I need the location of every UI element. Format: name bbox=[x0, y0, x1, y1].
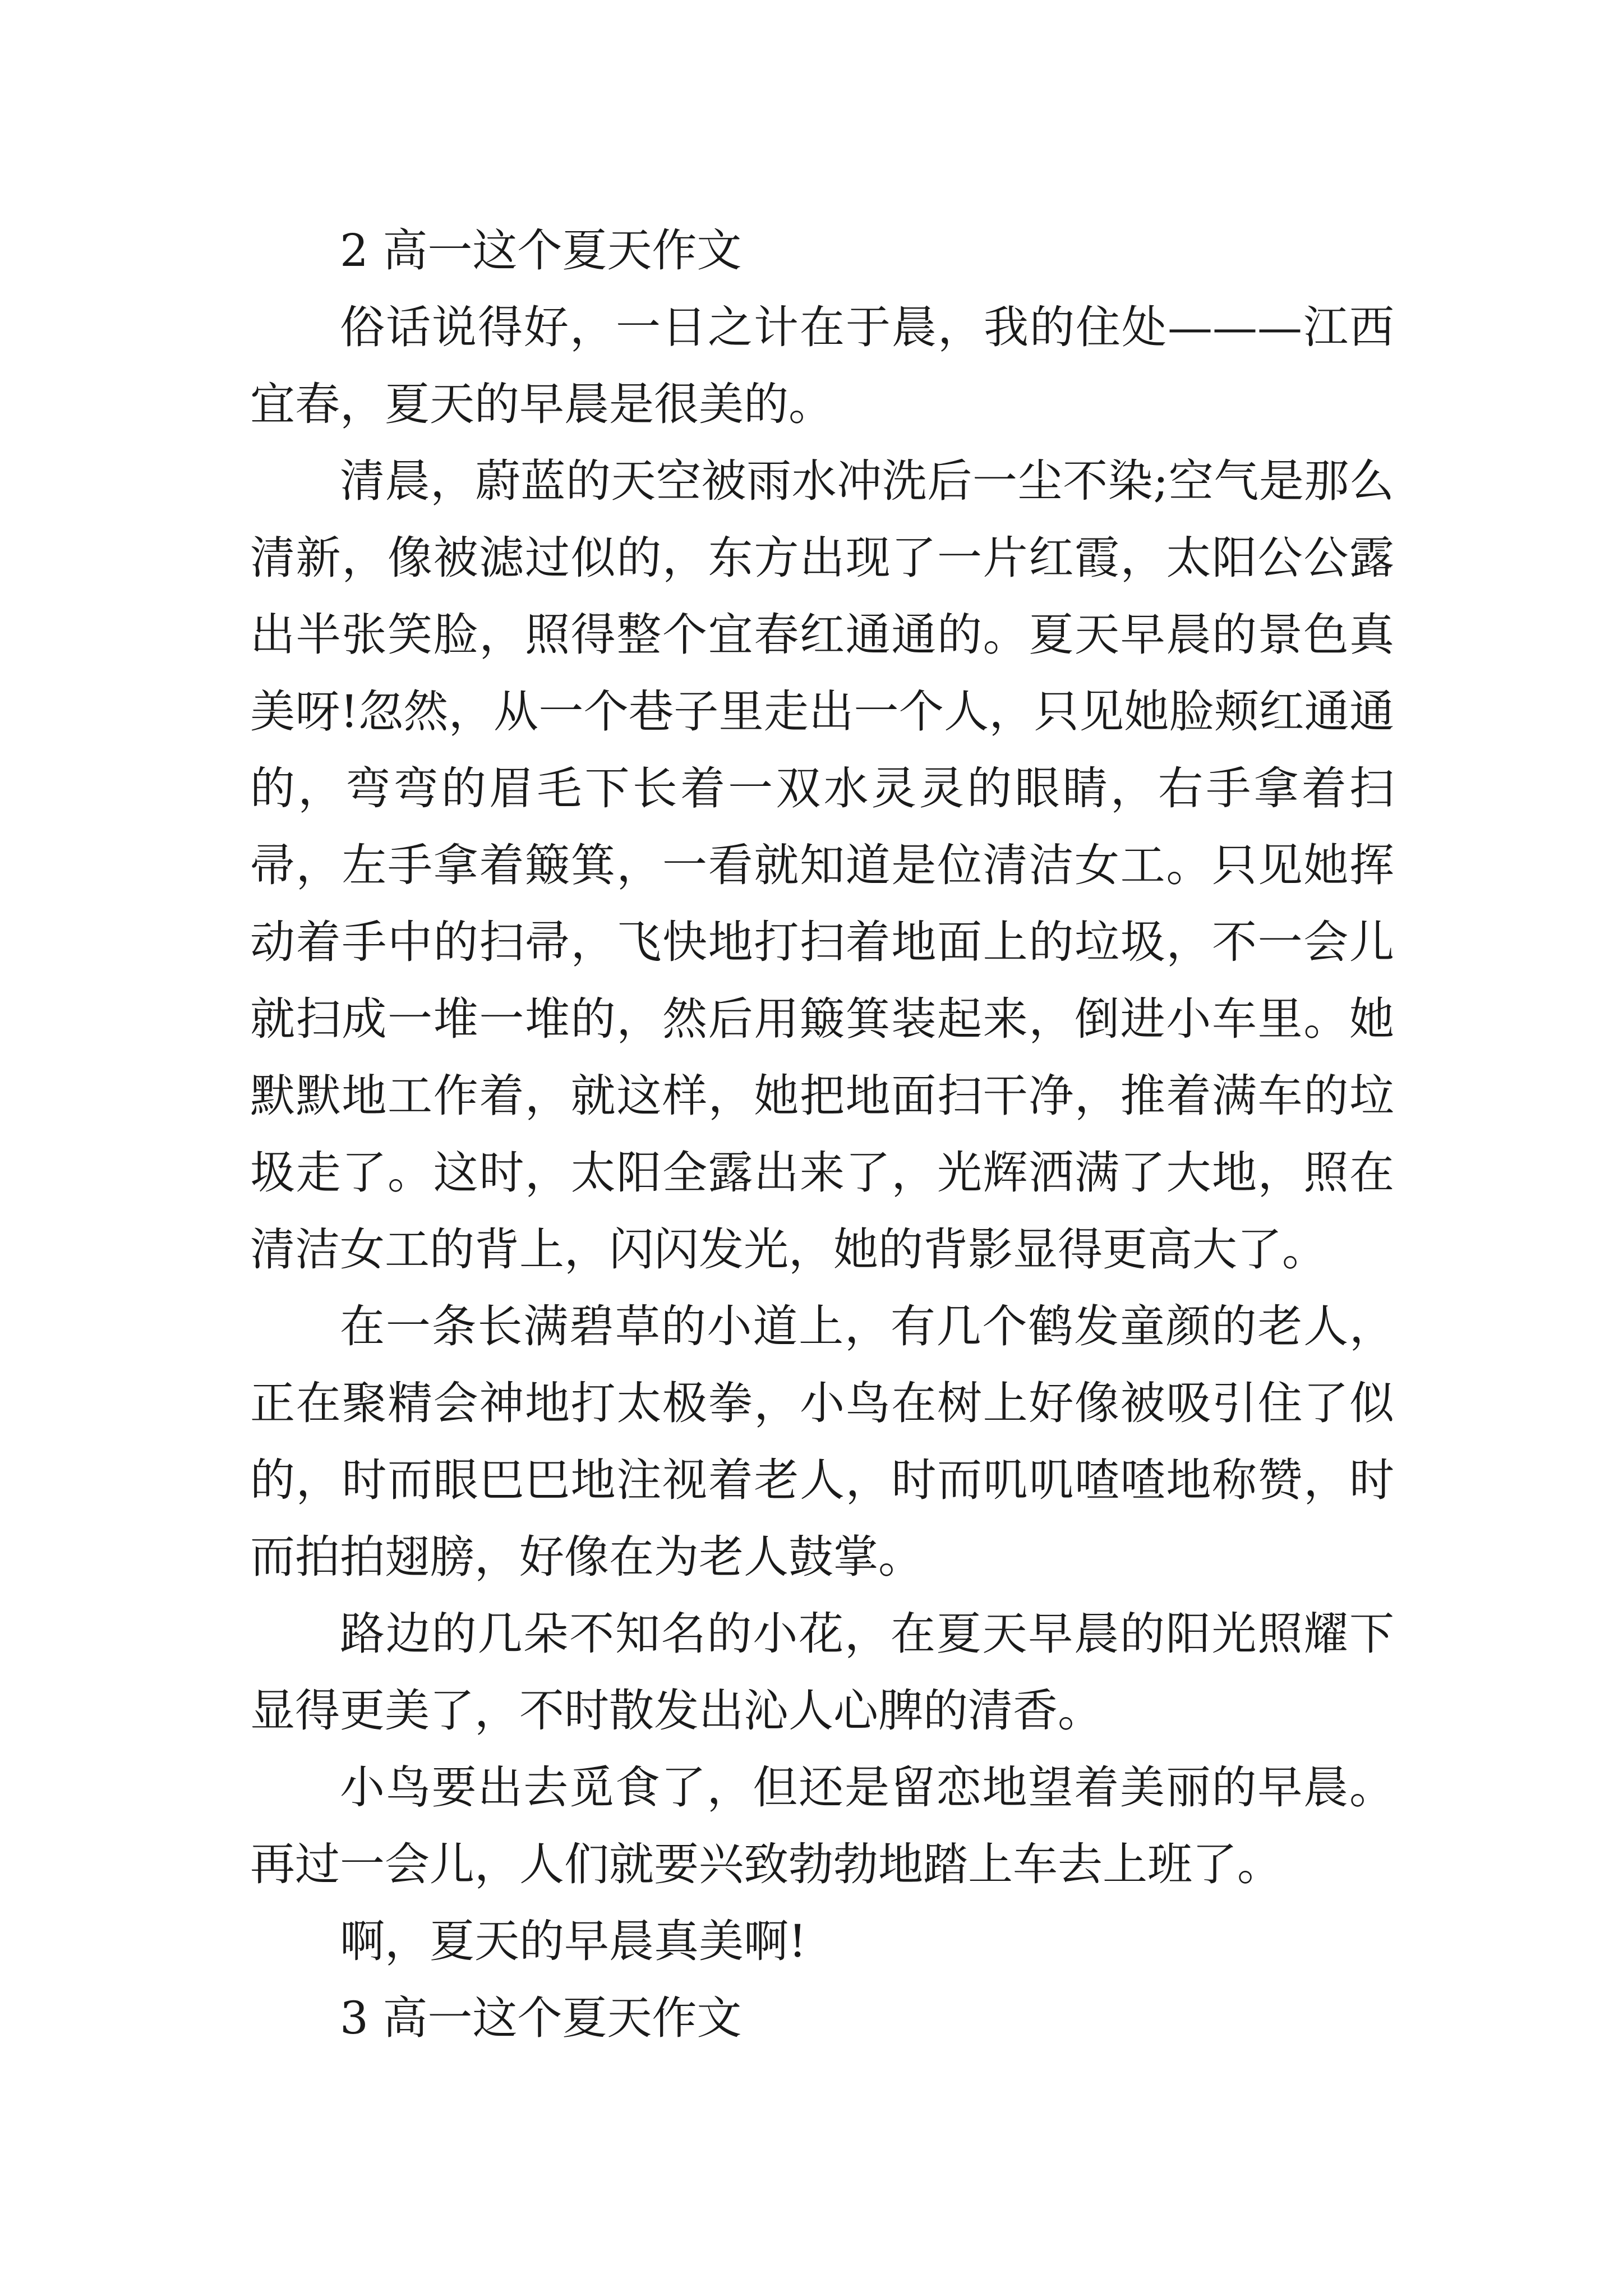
document-body bbox=[250, 212, 1394, 2056]
paragraph-5: 小鸟要出去觅食了，但还是留恋地望着美丽的早晨。再过一会儿，人们就要兴致勃勃地踏上车去上班了。 bbox=[250, 1761, 1394, 1890]
essay-heading-2: 2 高一这个夏天作文 bbox=[340, 224, 742, 277]
paragraph-2: 清晨，蔚蓝的天空被雨水冲洗后一尘不染;空气是那么清新，像被滤过似的，东方出现了一片红霞，太阳公公露出半张笑脸，照得整个宜春红通通的。夏天早晨的景色真美呀!忽然，从一个巷子里走出一个人，只见她脸颊红通通的，弯弯的眉毛下长着一双水灵灵的眼睛，右手拿着扫帚，左手拿着簸箕，一看就知道是位清洁女工。只见她挥动着手中的扫帚，飞快地打扫着地面上的垃圾，不一会儿就扫成一堆一堆的，然后用簸箕装起来，倒进小车里。她默默地工作着，就这样，她把地面扫干净，推着满车的垃圾走了。这时，太阳全露出来了，光辉洒满了大地，照在清洁女工的背上，闪闪发光，她的背影显得更高大了。 bbox=[250, 455, 1394, 1276]
paragraph-6: 啊，夏天的早晨真美啊! bbox=[340, 1915, 807, 1967]
essay-heading-3: 3 高一这个夏天作文 bbox=[340, 1992, 742, 2044]
paragraph-1: 俗话说得好，一日之计在于晨，我的住处———江西宜春，夏天的早晨是很美的。 bbox=[250, 301, 1394, 430]
paragraph-4: 路边的几朵不知名的小花，在夏天早晨的阳光照耀下显得更美了，不时散发出沁人心脾的清香。 bbox=[250, 1608, 1394, 1737]
paragraph-3: 在一条长满碧草的小道上，有几个鹤发童颜的老人，正在聚精会神地打太极拳，小鸟在树上好像被吸引住了似的，时而眼巴巴地注视着老人，时而叽叽喳喳地称赞，时而拍拍翅膀，好像在为老人鼓掌。 bbox=[250, 1300, 1394, 1583]
